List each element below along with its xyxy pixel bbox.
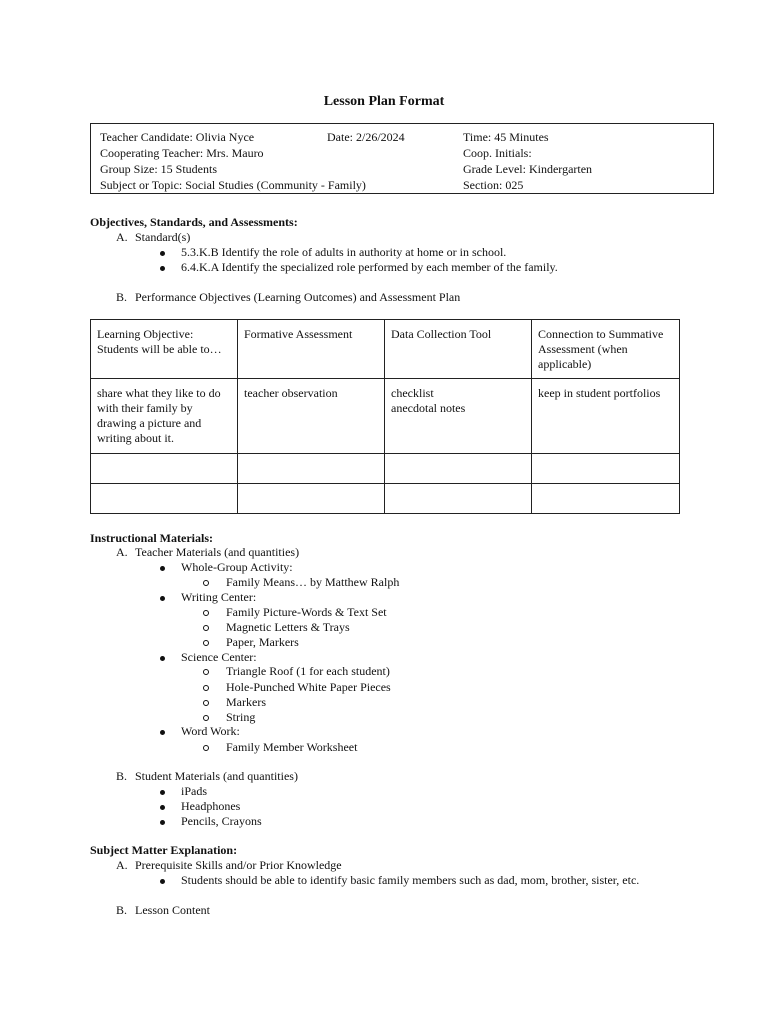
table-header-cell: Formative Assessment — [238, 320, 385, 379]
lesson-content-label: Lesson Content — [135, 903, 210, 917]
materials-heading: Instructional Materials: — [90, 531, 213, 545]
circle-bullet — [203, 685, 209, 691]
circle-bullet — [203, 625, 209, 631]
circle-bullet — [203, 715, 209, 721]
table-row-empty — [91, 454, 680, 484]
time: Time: 45 Minutes — [463, 130, 549, 144]
table-cell: share what they like to do with their family by drawing a picture and writing about it. — [91, 379, 238, 454]
bullet — [160, 596, 165, 601]
bullet — [160, 805, 165, 810]
table-cell: keep in student portfolios — [532, 379, 680, 454]
list-marker: B. — [116, 769, 128, 783]
circle-bullet — [203, 745, 209, 751]
subject-topic: Subject or Topic: Social Studies (Community - Family) — [100, 178, 366, 192]
coop-initials: Coop. Initials: — [463, 146, 532, 160]
bullet — [160, 879, 165, 884]
bullet — [160, 820, 165, 825]
cooperating-teacher: Cooperating Teacher: Mrs. Mauro — [100, 146, 264, 160]
bullet — [160, 790, 165, 795]
table-cell: checklist anecdotal notes — [385, 379, 532, 454]
table-header-cell: Connection to Summative Assessment (when applicable) — [532, 320, 680, 379]
list-marker: B. — [116, 903, 128, 917]
bullet — [160, 266, 165, 271]
student-materials-label: Student Materials (and quantities) — [135, 769, 298, 783]
list-item: Paper, Markers — [226, 635, 299, 649]
teacher-candidate: Teacher Candidate: Olivia Nyce — [100, 130, 255, 144]
list-marker: A. — [116, 230, 128, 244]
list-marker: B. — [116, 290, 128, 304]
assessment-table — [90, 319, 680, 514]
standard-item: 6.4.K.A Identify the specialized role performed by each member of the family. — [181, 260, 558, 274]
grade-level: Grade Level: Kindergarten — [463, 162, 593, 176]
table-row-empty — [91, 484, 680, 514]
circle-bullet — [203, 669, 209, 675]
standards-label: Standard(s) — [135, 230, 191, 244]
whole-group-label: Whole-Group Activity: — [181, 560, 293, 574]
circle-bullet — [203, 610, 209, 616]
science-center-label: Science Center: — [181, 650, 257, 664]
table-cell: teacher observation — [238, 379, 385, 454]
list-item: Family Picture-Words & Text Set — [226, 605, 387, 619]
list-marker: A. — [116, 858, 128, 872]
list-item: Students should be able to identify basic family members such as dad, mom, brother, sister, etc. — [181, 873, 640, 887]
section: Section: 025 — [463, 178, 524, 192]
list-marker: A. — [116, 545, 128, 559]
info-box — [90, 123, 714, 194]
performance-objectives-label: Performance Objectives (Learning Outcomes) and Assessment Plan — [135, 290, 461, 304]
list-item: iPads — [181, 784, 208, 798]
standard-item: 5.3.K.B Identify the role of adults in authority at home or in school. — [181, 245, 507, 259]
objectives-heading: Objectives, Standards, and Assessments: — [90, 215, 298, 229]
table-header-cell: Data Collection Tool — [385, 320, 532, 379]
list-item: Markers — [226, 695, 266, 709]
bullet — [160, 656, 165, 661]
circle-bullet — [203, 700, 209, 706]
table-header-cell: Learning Objective: Students will be able to… — [91, 320, 238, 379]
bullet — [160, 566, 165, 571]
circle-bullet — [203, 640, 209, 646]
date: Date: 2/26/2024 — [327, 130, 405, 144]
page-title: Lesson Plan Format — [323, 94, 445, 109]
list-item: String — [226, 710, 256, 724]
list-item: Triangle Roof (1 for each student) — [226, 664, 390, 678]
table-header-row — [91, 320, 680, 379]
list-item: Hole-Punched White Paper Pieces — [226, 680, 391, 694]
writing-center-label: Writing Center: — [181, 590, 257, 604]
list-item: Headphones — [181, 799, 241, 813]
list-item: Magnetic Letters & Trays — [226, 620, 350, 634]
list-item: Family Means… by Matthew Ralph — [226, 575, 400, 589]
bullet — [160, 251, 165, 256]
group-size: Group Size: 15 Students — [100, 162, 217, 176]
word-work-label: Word Work: — [181, 724, 240, 738]
circle-bullet — [203, 580, 209, 586]
table-row — [91, 379, 680, 454]
list-item: Family Member Worksheet — [226, 740, 358, 754]
list-item: Pencils, Crayons — [181, 814, 262, 828]
subject-matter-heading: Subject Matter Explanation: — [90, 843, 238, 857]
prerequisite-label: Prerequisite Skills and/or Prior Knowledge — [135, 858, 342, 872]
bullet — [160, 730, 165, 735]
teacher-materials-label: Teacher Materials (and quantities) — [135, 545, 300, 559]
